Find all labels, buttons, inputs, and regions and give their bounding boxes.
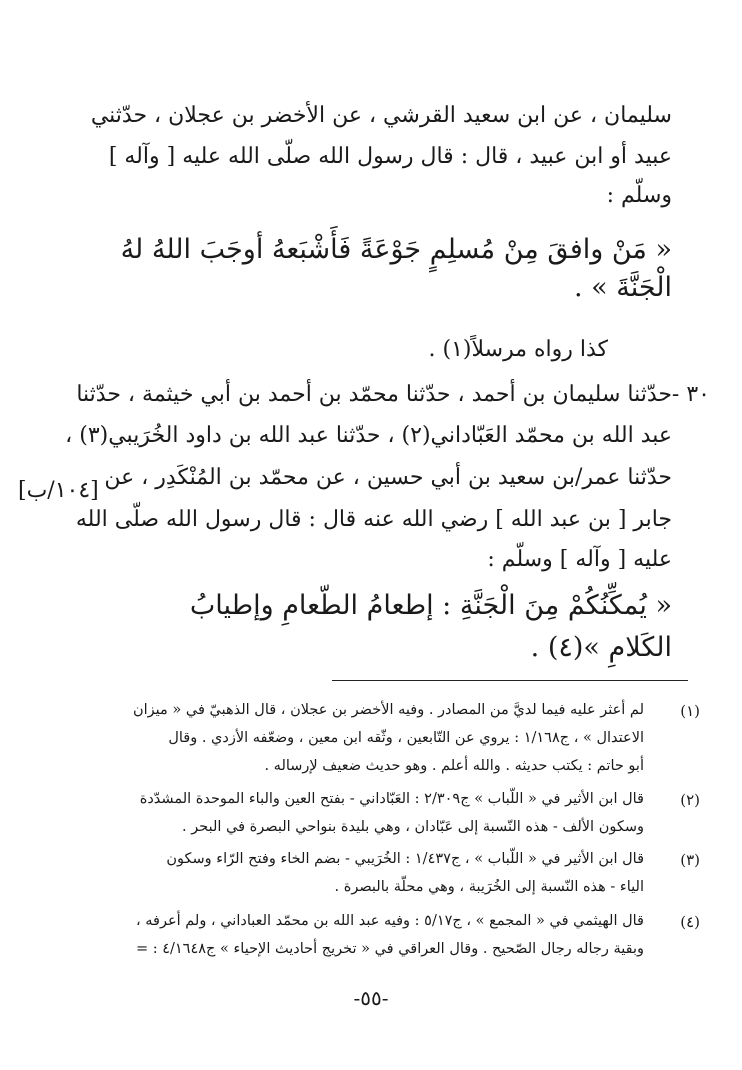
isnad-line: جابر [ بن عبد الله ] رضي الله عنه قال : قال رسول الله صلّى الله <box>75 507 672 532</box>
footnote-line: قال ابن الأثير في « اللّباب » ، ج١/٤٣٧ : الخُرَيبي - بضم الخاء وفتح الرّاء وسكون <box>166 851 644 867</box>
footnote-number: (٤) <box>680 913 700 931</box>
hadith-text-line: « مَنْ وافقَ مِنْ مُسلِمٍ جَوْعَةً فَأَشْبَعهُ أوجَبَ اللهُ لهُ <box>120 234 672 265</box>
footnote-line: الياء - هذه النّسبة إلى الخُرَيبة ، وهي محلّة بالبصرة . <box>334 879 644 895</box>
footnote-number: (٣) <box>680 851 700 869</box>
footnote-divider <box>332 680 688 681</box>
hadith-text-line: الكَلامِ »(٤) . <box>530 632 672 663</box>
footnote-number: (٢) <box>680 791 700 809</box>
isnad-line: حدّثنا سليمان بن أحمد ، حدّثنا محمّد بن أحمد بن أبي خيثمة ، حدّثنا <box>76 382 672 407</box>
isnad-line: عبد الله بن محمّد العَبّاداني(٢) ، حدّثنا عبد الله بن داود الخُرَيبي(٣) ، <box>65 423 672 448</box>
text-line: سليمان ، عن ابن سعيد القرشي ، عن الأخضر بن عجلان ، حدّثني <box>90 103 672 128</box>
text-line: وسلّم : <box>606 183 672 208</box>
footnote-line: لم أعثر عليه فيما لديَّ من المصادر . وفيه الأخضر بن عجلان ، قال الذهبيّ في « ميزان <box>132 702 644 718</box>
footnote-line: الاعتدال » ، ج١/١٦٨ : يروي عن التّابعين ، وثّقه ابن معين ، وضعّفه الأزدي . وقال <box>168 730 644 746</box>
narration-note: كذا رواه مرسلاً(١) . <box>428 337 608 362</box>
text-line: عبيد أو ابن عبيد ، قال : قال رسول الله صلّى الله عليه [ وآله ] <box>108 144 672 169</box>
page-number: -٥٥- <box>353 986 389 1010</box>
hadith-text-line: « يُمكِّنُكُمْ مِنَ الْجَنَّةِ : إطعامُ الطّعامِ وإطيابُ <box>189 590 672 621</box>
footnote-line: وبقية رجاله رجال الصّحيح . وقال العراقي في « تخريج أحاديث الإحياء » ج٤/١٦٤٨ : = <box>135 941 644 957</box>
isnad-line: حدّثنا عمر/بن سعيد بن أبي حسين ، عن محمّد بن المُنْكَدِر ، عن <box>104 465 672 490</box>
footnote-line: وسكون الألف - هذه النّسبة إلى عَبّادان ، وهي بليدة بنواحي البصرة في البحر . <box>182 819 644 835</box>
footnote-number: (١) <box>680 702 700 720</box>
isnad-line: عليه [ وآله ] وسلّم : <box>487 547 672 572</box>
hadith-text-line: الْجَنَّةَ » . <box>573 272 672 303</box>
footnote-line: قال الهيثمي في « المجمع » ، ج٥/١٧ : وفيه عبد الله بن محمّد العباداني ، ولم أعرفه ، <box>135 913 644 929</box>
footnote-line: قال ابن الأثير في « اللّباب » ج٢/٣٠٩ : العَبّاداني - بفتح العين والباء الموحدة المشدّدة <box>139 791 644 807</box>
hadith-number: ٣٠ - <box>671 382 710 407</box>
folio-margin-note: [١٠٤/ب] <box>18 478 99 503</box>
footnote-line: أبو حاتم : يكتب حديثه . والله أعلم . وهو حديث ضعيف لإرساله . <box>264 758 644 774</box>
